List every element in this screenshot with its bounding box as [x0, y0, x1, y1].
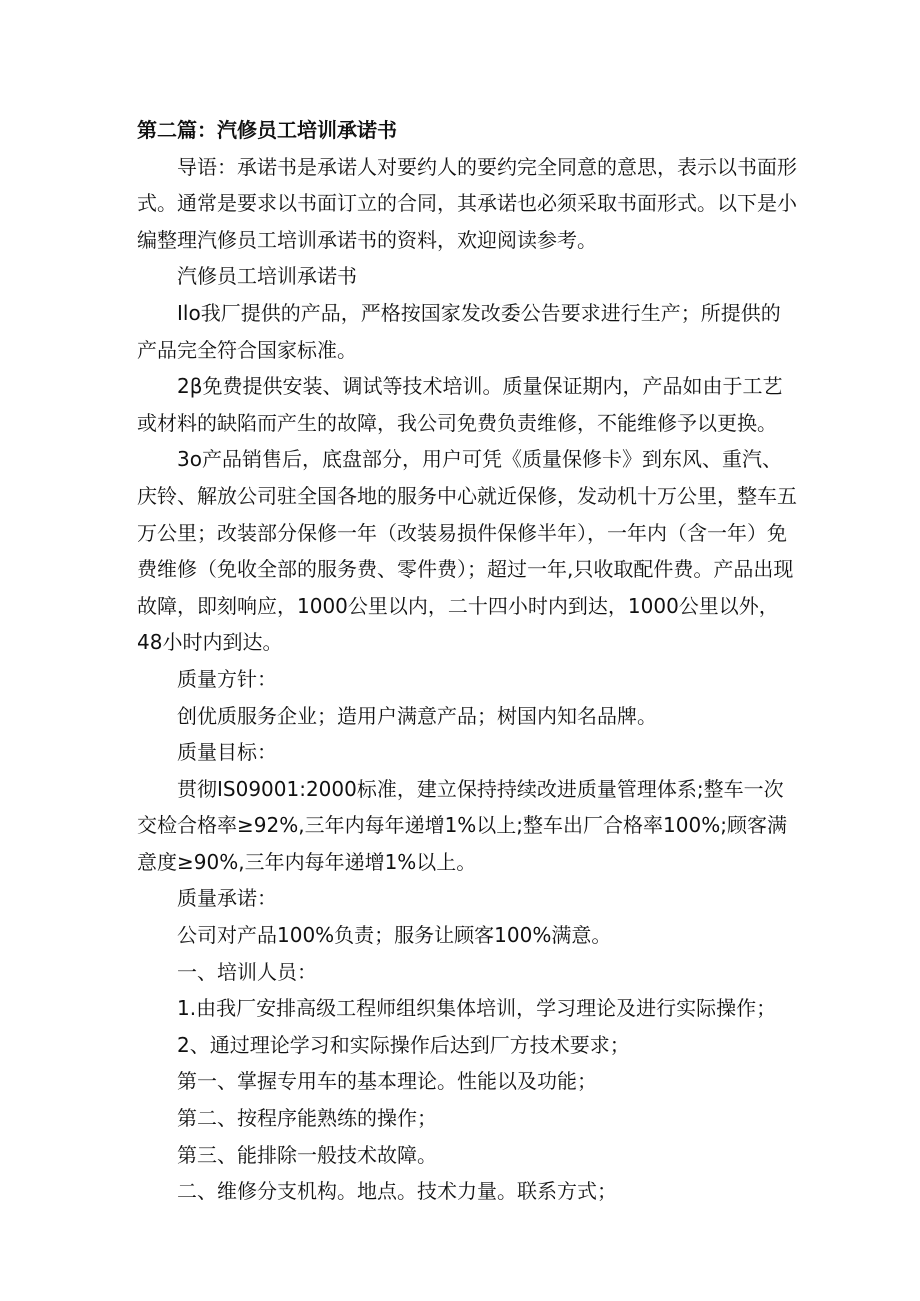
quality-goals-text: 贯彻IS09001:2000标准，建立保持持续改进质量管理体系;整车一次交检合格率≥92%,三年内每年递增1%以上;整车出厂合格率100%;顾客满意度≥90%,三年内每年递增1%以上。 — [137, 776, 787, 874]
document-title: 第二篇：汽修员工培训承诺书 — [137, 118, 397, 142]
section-heading: 汽修员工培训承诺书 — [177, 264, 357, 289]
intro-paragraph: 导语：承诺书是承诺人对要约人的要约完全同意的意思，表示以书面形式。通常是要求以书面订立的合同，其承诺也必须采取书面形式。以下是小编整理汽修员工培训承诺书的资料，欢迎阅读参考。 — [137, 154, 797, 252]
quality-promise-heading: 质量承诺： — [177, 886, 277, 911]
commitment-item-3: 3o产品销售后，底盘部分，用户可凭《质量保修卡》到东风、重汽、庆铃、解放公司驻全国各地的服务中心就近保修，发动机十万公里，整车五万公里；改装部分保修一年（改装易损件保修半年），一年内（含一年）免费维修（免收全部的服务费、零件费）；超过一年,只收取配件费。产品出现故障，即刻响应，1000公里以内，二十四小时内到达，1000公里以外，48小时内到达。 — [137, 447, 797, 655]
quality-policy-heading: 质量方针： — [177, 666, 277, 691]
quality-policy-text: 创优质服务企业；造用户满意产品；树国内知名品牌。 — [177, 703, 657, 728]
maintenance-heading: 二、维修分支机构。地点。技术力量。联系方式； — [177, 1179, 617, 1204]
training-item-1: 1.由我厂安排高级工程师组织集体培训，学习理论及进行实际操作； — [177, 996, 777, 1021]
commitment-item-1: Ilo我厂提供的产品，严格按国家发改委公告要求进行生产；所提供的产品完全符合国家标准。 — [137, 300, 781, 362]
training-subitem-3: 第三、能排除一般技术故障。 — [177, 1142, 437, 1167]
training-subitem-1: 第一、掌握专用车的基本理论。性能以及功能； — [177, 1069, 597, 1094]
training-subitem-2: 第二、按程序能熟练的操作； — [177, 1106, 437, 1131]
quality-goals-heading: 质量目标： — [177, 740, 277, 765]
commitment-item-2: 2β免费提供安装、调试等技术培训。质量保证期内，产品如由于工艺或材料的缺陷而产生的故障，我公司免费负责维修，不能维修予以更换。 — [137, 374, 783, 435]
document-content — [137, 112, 797, 1210]
training-item-2: 2、通过理论学习和实际操作后达到厂方技术要求； — [177, 1032, 630, 1057]
quality-promise-text: 公司对产品100%负责；服务让顾客100%满意。 — [177, 923, 612, 948]
training-heading: 一、培训人员： — [177, 959, 317, 984]
